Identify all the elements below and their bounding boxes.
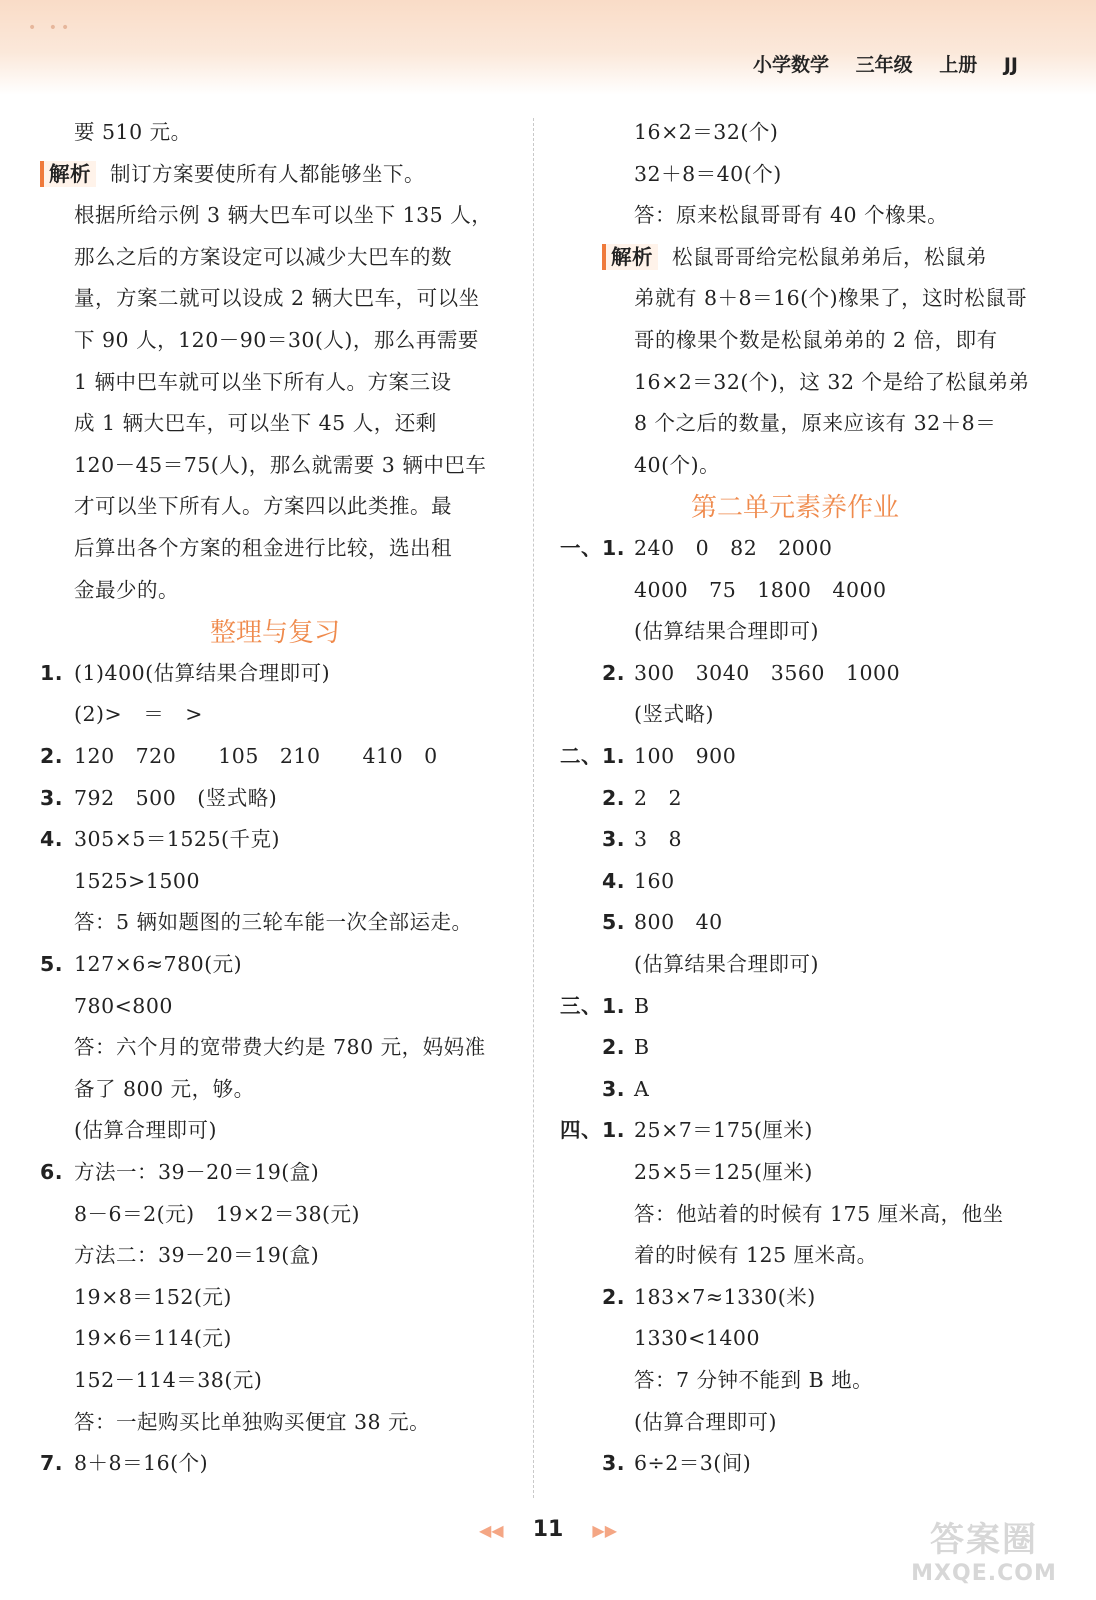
edition-label: JJ — [1003, 54, 1018, 76]
line-text: 那么之后的方案设定可以减少大巴车的数 — [74, 245, 452, 269]
line-text: 松鼠哥哥给完松鼠弟弟后，松鼠弟 — [672, 245, 987, 269]
line-text: 6÷2＝3(间) — [634, 1451, 752, 1475]
line-text: 780<800 — [74, 994, 173, 1018]
line-text: (估算结果合理即可) — [634, 952, 819, 976]
question-number: 2. — [602, 1035, 626, 1059]
line-text: 1330<1400 — [634, 1326, 761, 1350]
question-number: 1. — [602, 744, 626, 768]
line-text: 答：7 分钟不能到 B 地。 — [634, 1368, 874, 1392]
line-text: 160 — [634, 869, 675, 893]
subject-label: 小学数学 — [752, 54, 829, 76]
question-number: 3. — [602, 1077, 626, 1101]
line-text: B — [634, 1035, 650, 1059]
watermark-logo: 答案圈 MXQE.COM — [911, 1520, 1057, 1586]
column-divider — [533, 118, 534, 1498]
volume-label: 上册 — [939, 54, 978, 76]
question-number: 2. — [40, 744, 64, 768]
line-text: 16×2＝32(个)，这 32 个是给了松鼠弟弟 — [634, 370, 1030, 394]
analysis-tag: 解析 — [602, 244, 658, 270]
line-text: 方法一：39－20＝19(盒) — [74, 1160, 320, 1184]
question-number: 1. — [602, 536, 626, 560]
question-number: 2. — [602, 1285, 626, 1309]
line-text: 弟就有 8＋8＝16(个)橡果了，这时松鼠哥 — [634, 286, 1028, 310]
line-text: 答：5 辆如题图的三轮车能一次全部运走。 — [74, 910, 473, 934]
section-label: 二、 — [560, 744, 602, 768]
question-number: 3. — [602, 1451, 626, 1475]
question-number: 4. — [40, 827, 64, 851]
question-number: 5. — [602, 910, 626, 934]
grade-label: 三年级 — [855, 54, 913, 76]
section-label: 一、 — [560, 536, 602, 560]
line-text: A — [634, 1077, 650, 1101]
line-text: 着的时候有 125 厘米高。 — [634, 1243, 878, 1267]
line-text: 金最少的。 — [74, 578, 179, 602]
line-text: 100 900 — [634, 744, 737, 768]
section-title: 整理与复习 — [209, 618, 340, 648]
line-text: 答：六个月的宽带费大约是 780 元，妈妈准 — [74, 1035, 486, 1059]
line-text: 8＋8＝16(个) — [74, 1451, 209, 1475]
line-text: 16×2＝32(个) — [634, 120, 779, 144]
question-number: 3. — [602, 827, 626, 851]
section-label: 三、 — [560, 994, 602, 1018]
line-text: 40(个)。 — [634, 453, 721, 477]
question-number: 7. — [40, 1451, 64, 1475]
line-text: 哥的橡果个数是松鼠弟弟的 2 倍，即有 — [634, 328, 998, 352]
line-text: 183×7≈1330(米) — [634, 1285, 816, 1309]
question-number: 3. — [40, 786, 64, 810]
line-text: 120－45＝75(人)，那么就需要 3 辆中巴车 — [74, 453, 487, 477]
section-title: 第二单元素养作业 — [690, 493, 899, 523]
book-meta — [733, 50, 1018, 77]
question-number: 1. — [602, 1118, 626, 1142]
header-band — [0, 0, 1096, 95]
line-text: 120 720 105 210 410 0 — [74, 744, 438, 768]
line-text: 备了 800 元，够。 — [74, 1077, 255, 1101]
line-text: 152－114＝38(元) — [74, 1368, 263, 1392]
line-text: (估算结果合理即可) — [634, 619, 819, 643]
line-text: 127×6≈780(元) — [74, 952, 243, 976]
line-text: 800 40 — [634, 910, 723, 934]
prev-arrows-icon: ◀◀ — [478, 1521, 504, 1540]
line-text: B — [634, 994, 650, 1018]
question-number: 4. — [602, 869, 626, 893]
line-text: 305×5＝1525(千克) — [74, 827, 281, 851]
line-text: 8－6＝2(元) 19×2＝38(元) — [74, 1202, 361, 1226]
question-number: 5. — [40, 952, 64, 976]
line-text: 240 0 82 2000 — [634, 536, 833, 560]
line-text: (估算合理即可) — [74, 1118, 217, 1142]
line-text: 成 1 辆大巴车，可以坐下 45 人，还剩 — [74, 411, 437, 435]
section-label: 四、 — [560, 1118, 602, 1142]
line-text: 答：他站着的时候有 175 厘米高，他坐 — [634, 1202, 1004, 1226]
line-text: 32＋8＝40(个) — [634, 162, 782, 186]
page-number: 11 — [532, 1517, 564, 1542]
line-text: 300 3040 3560 1000 — [634, 661, 901, 685]
question-number: 1. — [602, 994, 626, 1018]
line-text: 制订方案要使所有人都能够坐下。 — [110, 162, 425, 186]
line-text: 25×5＝125(厘米) — [634, 1160, 813, 1184]
question-number: 6. — [40, 1160, 64, 1184]
line-text: 要 510 元。 — [74, 120, 192, 144]
line-text: 19×6＝114(元) — [74, 1326, 232, 1350]
line-text: 答：一起购买比单独购买便宜 38 元。 — [74, 1410, 431, 1434]
line-text: 1525>1500 — [74, 869, 201, 893]
line-text: (1)400(估算结果合理即可) — [74, 661, 331, 685]
line-text: 才可以坐下所有人。方案四以此类推。最 — [74, 494, 452, 518]
header-decoration-icon: • •• — [28, 20, 74, 36]
question-number: 2. — [602, 661, 626, 685]
line-text: 19×8＝152(元) — [74, 1285, 232, 1309]
question-number: 1. — [40, 661, 64, 685]
line-text: 下 90 人，120－90＝30(人)，那么再需要 — [74, 328, 479, 352]
line-text: 792 500 (竖式略) — [74, 786, 278, 810]
question-number: 2. — [602, 786, 626, 810]
line-text: 25×7＝175(厘米) — [634, 1118, 813, 1142]
line-text: 3 8 — [634, 827, 683, 851]
line-text: (竖式略) — [634, 702, 714, 726]
line-text: 答：原来松鼠哥哥有 40 个橡果。 — [634, 203, 949, 227]
line-text: 8 个之后的数量，原来应该有 32＋8＝ — [634, 411, 997, 435]
line-text: (2)> ＝ > — [74, 702, 203, 726]
line-text: 后算出各个方案的租金进行比较，选出租 — [74, 536, 452, 560]
line-text: 4000 75 1800 4000 — [634, 578, 887, 602]
line-text: 量，方案二就可以设成 2 辆大巴车，可以坐 — [74, 286, 480, 310]
line-text: 1 辆中巴车就可以坐下所有人。方案三设 — [74, 370, 452, 394]
line-text: 方法二：39－20＝19(盒) — [74, 1243, 320, 1267]
line-text: 根据所给示例 3 辆大巴车可以坐下 135 人， — [74, 203, 493, 227]
line-text: 2 2 — [634, 786, 683, 810]
analysis-tag: 解析 — [40, 161, 96, 187]
line-text: (估算合理即可) — [634, 1410, 777, 1434]
next-arrows-icon: ▶▶ — [592, 1521, 618, 1540]
